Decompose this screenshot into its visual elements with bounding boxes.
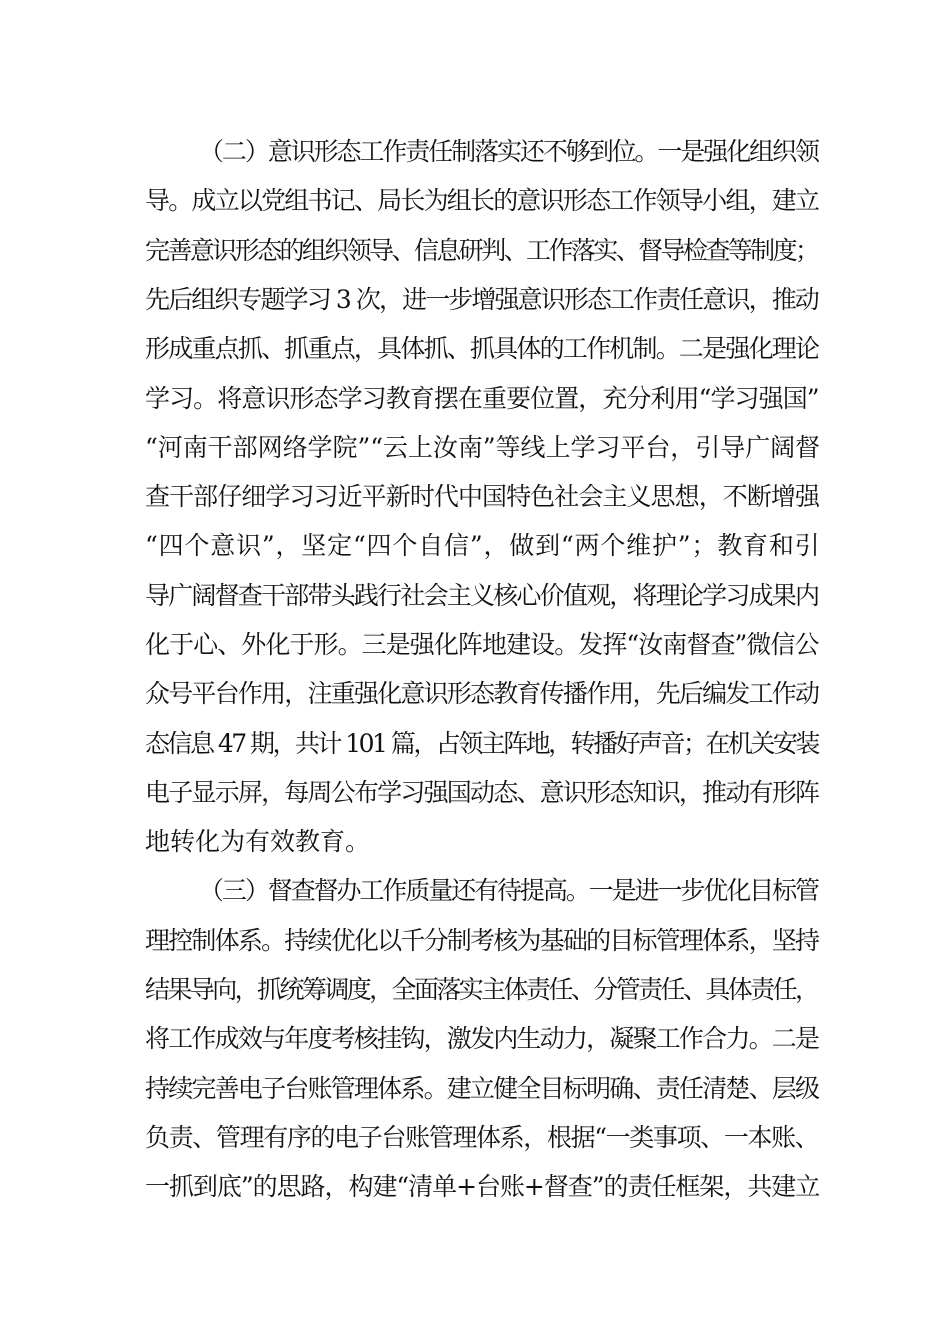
text-line: 地转化为有效教育。 bbox=[145, 827, 371, 856]
text-line: 结果导向，抓统筹调度，全面落实主体责任、分管责任、具体责任， bbox=[145, 975, 818, 1004]
text-line: 查干部仔细学习习近平新时代中国特色社会主义思想，不断增强 bbox=[145, 482, 820, 511]
text-line: “河南干部网络学院”“云上汝南”等线上学习平台，引导广阔督 bbox=[145, 433, 821, 462]
text-line: 导。成立以党组书记、局长为组长的意识形态工作领导小组，建立 bbox=[145, 186, 819, 215]
text-line: 负责、管理有序的电子台账管理体系，根据“一类事项、一本账、 bbox=[145, 1123, 819, 1152]
text-line: （三）督查督办工作质量还有待提高。一是进一步优化目标管 bbox=[199, 876, 818, 905]
text-line: 一抓到底”的思路，构建“清单+台账+督查”的责任框架，共建立 bbox=[145, 1172, 820, 1201]
text-line: 学习。将意识形态学习教育摆在重要位置，充分利用“学习强国” bbox=[145, 384, 819, 413]
text-line: “四个意识”，坚定“四个自信”，做到“两个维护”；教育和引 bbox=[145, 531, 821, 560]
text-line: 将工作成效与年度考核挂钩，激发内生动力，凝聚工作合力。二是 bbox=[145, 1024, 819, 1053]
text-line: 先后组织专题学习 3 次，进一步增强意识形态工作责任意识，推动 bbox=[145, 285, 818, 314]
text-line: 完善意识形态的组织领导、信息研判、工作落实、督导检查等制度； bbox=[145, 236, 818, 265]
text-line: 化于心、外化于形。三是强化阵地建设。发挥“汝南督查”微信公 bbox=[145, 630, 819, 659]
text-line: 众号平台作用，注重强化意识形态教育传播作用，先后编发工作动 bbox=[145, 679, 819, 708]
text-line: 导广阔督查干部带头践行社会主义核心价值观，将理论学习成果内 bbox=[145, 581, 819, 610]
text-line: 持续完善电子台账管理体系。建立健全目标明确、责任清楚、层级 bbox=[145, 1074, 819, 1103]
text-line: 形成重点抓、抓重点，具体抓、抓具体的工作机制。二是强化理论 bbox=[145, 334, 819, 363]
text-line: 电子显示屏，每周公布学习强国动态、意识形态知识，推动有形阵 bbox=[145, 778, 819, 807]
text-line: 理控制体系。持续优化以千分制考核为基础的目标管理体系，坚持 bbox=[145, 926, 819, 955]
text-line: （二）意识形态工作责任制落实还不够到位。一是强化组织领 bbox=[199, 137, 818, 166]
text-line: 态信息 47 期，共计 101 篇，占领主阵地，转播好声音；在机关安装 bbox=[145, 729, 818, 758]
